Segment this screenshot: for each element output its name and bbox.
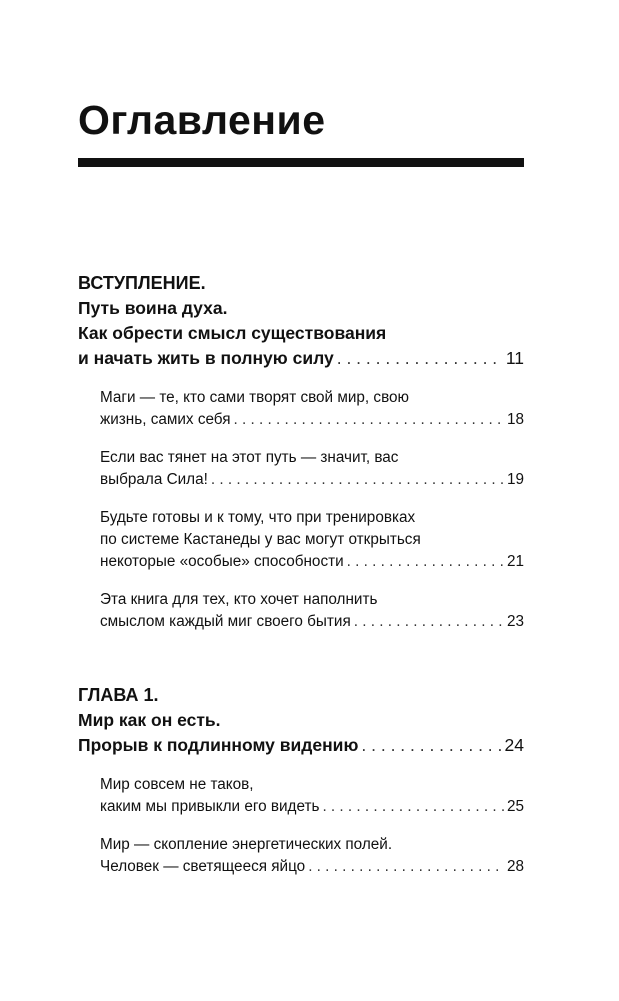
subentry-text: жизнь, самих себя xyxy=(100,411,231,428)
toc-subentry[interactable] xyxy=(100,589,524,633)
subentry-text: каким мы привыкли его видеть xyxy=(100,798,320,815)
subentry-line: Мир совсем не таков, xyxy=(100,776,254,793)
chapter-title-line: Мир как он есть. xyxy=(78,710,221,730)
toc-subentry[interactable] xyxy=(100,387,524,431)
chapter-heading: ВСТУПЛЕНИЕ. xyxy=(78,273,206,293)
chapter-heading: ГЛАВА 1. xyxy=(78,685,159,705)
subentry-last-line xyxy=(100,856,524,878)
chapter-title-line: Путь воина духа. xyxy=(78,298,228,318)
toc-section-chapter-1 xyxy=(78,683,524,878)
subentry-last-line xyxy=(100,611,524,633)
page-number: 28 xyxy=(506,858,524,875)
toc-section-intro xyxy=(78,271,524,633)
subentry-list xyxy=(100,774,524,878)
toc-entry-chapter-1[interactable] xyxy=(78,733,524,758)
toc-subentry[interactable] xyxy=(100,834,524,878)
toc-subentry[interactable] xyxy=(100,507,524,573)
page-number: 19 xyxy=(506,471,524,488)
subentry-line: Маги — те, кто сами творят свой мир, свою xyxy=(100,389,410,406)
subentry-last-line xyxy=(100,551,524,573)
subentry-list xyxy=(100,387,524,633)
dot-leader xyxy=(322,796,504,814)
toc-subentry[interactable] xyxy=(100,774,524,818)
subentry-line: Будьте готовы и к тому, что при тренировках xyxy=(100,509,416,526)
title-rule xyxy=(78,158,524,167)
subentry-line: Эта книга для тех, кто хочет наполнить xyxy=(100,591,378,608)
subentry-last-line xyxy=(100,409,524,431)
chapter-title-line: Прорыв к подлинному видению xyxy=(78,735,359,755)
toc-subentry[interactable] xyxy=(100,447,524,491)
page-title: Оглавление xyxy=(78,97,326,143)
subentry-last-line xyxy=(100,469,524,491)
dot-leader xyxy=(211,469,504,487)
chapter-title-line: и начать жить в полную силу xyxy=(78,348,334,368)
dot-leader xyxy=(354,611,504,629)
subentry-line: по системе Кастанеды у вас могут открыться xyxy=(100,531,421,548)
dot-leader xyxy=(361,733,501,754)
page-number: 11 xyxy=(505,348,524,368)
subentry-text: некоторые «особые» способности xyxy=(100,553,344,570)
subentry-last-line xyxy=(100,796,524,818)
subentry-line: Мир — скопление энергетических полей. xyxy=(100,836,393,853)
subentry-text: выбрала Сила! xyxy=(100,471,208,488)
dot-leader xyxy=(347,551,504,569)
page-number: 24 xyxy=(504,735,524,755)
chapter-title-line: Как обрести смысл существования xyxy=(78,323,387,343)
dot-leader xyxy=(337,346,503,367)
subentry-text: Человек — светящееся яйцо xyxy=(100,858,306,875)
page-number: 18 xyxy=(506,411,524,428)
subentry-line: Если вас тянет на этот путь — значит, вас xyxy=(100,449,399,466)
dot-leader xyxy=(308,856,504,874)
toc-entry-intro[interactable] xyxy=(78,346,524,371)
dot-leader xyxy=(234,409,504,427)
page-number: 21 xyxy=(506,553,524,570)
page-number: 23 xyxy=(506,613,524,630)
page-number: 25 xyxy=(506,798,524,815)
subentry-text: смыслом каждый миг своего бытия xyxy=(100,613,351,630)
